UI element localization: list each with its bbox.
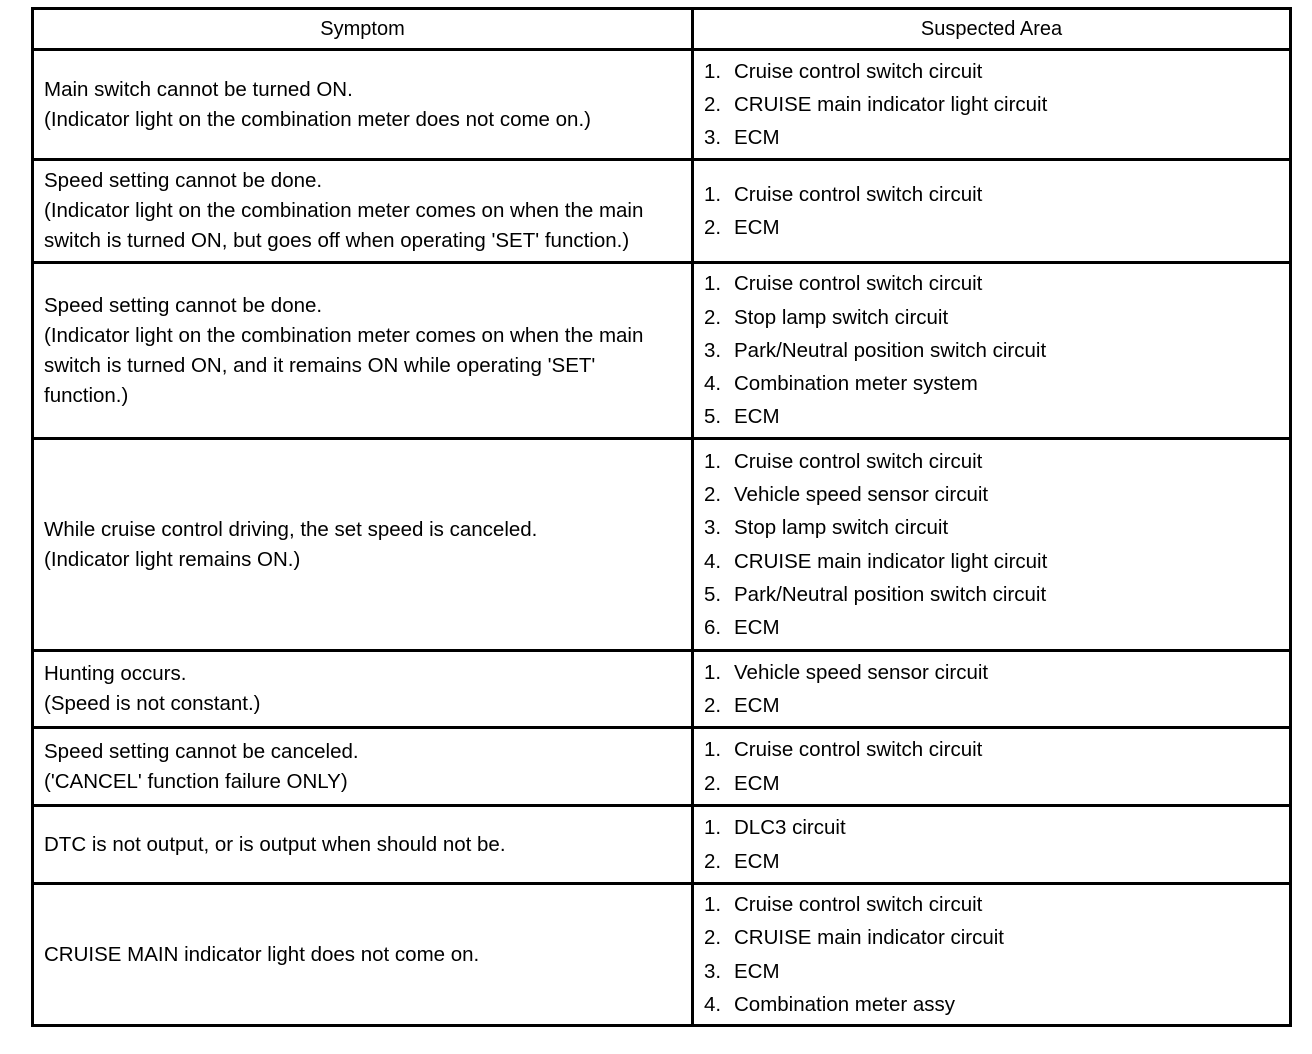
list-number: 2. — [704, 482, 722, 506]
suspected-area-text: ECM — [734, 694, 780, 717]
symptom-text: switch is turned ON, and it remains ON while operating 'SET' — [44, 353, 596, 377]
suspected-area-text: ECM — [734, 126, 780, 150]
suspected-area-list — [704, 656, 1279, 723]
suspected-area-item — [704, 334, 1279, 367]
list-number: 4. — [704, 992, 722, 1016]
suspected-area-item — [704, 55, 1279, 88]
suspected-area-text: ECM — [734, 959, 780, 983]
suspected-area-item — [704, 611, 1279, 644]
symptom-text: (Indicator light on the combination meter does not come on.) — [44, 107, 591, 131]
suspected-area-text: ECM — [734, 771, 780, 795]
list-number: 3. — [704, 126, 722, 150]
suspected-area-cell — [693, 728, 1291, 806]
list-number: 3. — [704, 338, 722, 362]
list-number: 1. — [704, 449, 722, 473]
symptom-cell — [33, 439, 693, 651]
suspected-area-cell — [693, 884, 1291, 1026]
symptom-cell — [33, 884, 693, 1026]
suspected-area-list — [704, 811, 1279, 878]
symptom-text: switch is turned ON, but goes off when operating 'SET' function.) — [44, 229, 630, 252]
suspected-area-list — [704, 55, 1279, 155]
suspected-area-text: ECM — [734, 616, 780, 640]
suspected-area-text: CRUISE main indicator light circuit — [734, 92, 1048, 116]
table-body — [33, 50, 1291, 1026]
suspected-area-text: Stop lamp switch circuit — [734, 305, 949, 329]
suspected-area-text: ECM — [734, 405, 780, 429]
symptom-text: Hunting occurs. — [44, 662, 187, 685]
suspected-area-text: Cruise control switch circuit — [734, 738, 983, 762]
suspected-area-text: Combination meter system — [734, 372, 978, 396]
symptom-text: CRUISE MAIN indicator light does not come on. — [44, 942, 480, 966]
suspected-area-text: Vehicle speed sensor circuit — [734, 482, 989, 506]
symptom-text: Speed setting cannot be done. — [44, 169, 323, 192]
list-number: 5. — [704, 582, 722, 606]
symptom-cell — [33, 651, 693, 728]
list-number: 4. — [704, 372, 722, 396]
suspected-area-item — [704, 121, 1279, 154]
suspected-area-text: Cruise control switch circuit — [734, 182, 983, 206]
symptom-text: Speed setting cannot be done. — [44, 293, 323, 317]
symptom-text: ('CANCEL' function failure ONLY) — [44, 769, 348, 793]
list-number: 1. — [704, 738, 722, 762]
suspected-area-list — [704, 178, 1279, 245]
suspected-area-text: Cruise control switch circuit — [734, 892, 983, 916]
suspected-area-item — [704, 211, 1279, 244]
suspected-area-item — [704, 267, 1279, 300]
suspected-area-text: Vehicle speed sensor circuit — [734, 660, 989, 684]
suspected-area-item — [704, 811, 1279, 844]
suspected-area-cell — [693, 160, 1291, 263]
symptom-text: (Indicator light on the combination meter comes on when the main — [44, 199, 644, 222]
suspected-area-text: CRUISE main indicator light circuit — [734, 549, 1048, 573]
symptom-text: Speed setting cannot be canceled. — [44, 739, 359, 763]
list-number: 1. — [704, 272, 722, 296]
suspected-area-list — [704, 445, 1279, 645]
symptom-cell — [33, 263, 693, 439]
suspected-area-text: ECM — [734, 849, 780, 873]
suspected-area-text: Combination meter assy — [734, 992, 956, 1016]
suspected-area-text: Park/Neutral position switch circuit — [734, 338, 1047, 362]
symptom-text: While cruise control driving, the set speed is canceled. — [44, 517, 538, 541]
symptom-column-header: Symptom — [33, 9, 693, 50]
table-row — [33, 728, 1291, 806]
suspected-area-list — [704, 888, 1279, 1021]
suspected-area-text: Cruise control switch circuit — [734, 449, 983, 473]
list-number: 1. — [704, 59, 722, 83]
list-number: 3. — [704, 516, 722, 540]
list-number: 2. — [704, 305, 722, 329]
table-row — [33, 263, 1291, 439]
suspected-area-item — [704, 511, 1279, 544]
suspected-area-text: Cruise control switch circuit — [734, 272, 983, 296]
list-number: 1. — [704, 660, 722, 684]
list-number: 2. — [704, 216, 722, 239]
suspected-area-item — [704, 955, 1279, 988]
suspected-area-item — [704, 301, 1279, 334]
suspected-area-text: DLC3 circuit — [734, 816, 846, 840]
suspected-area-cell — [693, 439, 1291, 651]
suspected-area-text: Cruise control switch circuit — [734, 59, 983, 83]
list-number: 5. — [704, 405, 722, 429]
symptom-text: DTC is not output, or is output when should not be. — [44, 832, 506, 856]
suspected-area-text: Park/Neutral position switch circuit — [734, 582, 1047, 606]
table-row — [33, 806, 1291, 884]
suspected-area-item — [704, 445, 1279, 478]
list-number: 2. — [704, 694, 722, 717]
list-number: 6. — [704, 616, 722, 640]
suspected-area-cell — [693, 263, 1291, 439]
suspected-area-item — [704, 733, 1279, 766]
header-row — [33, 9, 1291, 50]
symptom-text: Main switch cannot be turned ON. — [44, 77, 353, 101]
suspected-area-list — [704, 267, 1279, 433]
suspected-area-cell — [693, 651, 1291, 728]
troubleshooting-table — [31, 7, 1292, 1027]
symptom-cell — [33, 50, 693, 160]
symptom-cell — [33, 160, 693, 263]
suspected-area-item — [704, 845, 1279, 878]
list-number: 2. — [704, 771, 722, 795]
suspected-area-text: CRUISE main indicator circuit — [734, 926, 1004, 950]
table-row — [33, 651, 1291, 728]
suspected-area-item — [704, 478, 1279, 511]
table-row — [33, 439, 1291, 651]
suspected-area-cell — [693, 806, 1291, 884]
list-number: 4. — [704, 549, 722, 573]
list-number: 1. — [704, 816, 722, 840]
symptom-text: (Speed is not constant.) — [44, 692, 261, 715]
symptom-text: (Indicator light on the combination meter comes on when the main — [44, 323, 644, 347]
symptom-cell — [33, 806, 693, 884]
suspected-area-text: ECM — [734, 216, 780, 239]
suspected-area-item — [704, 545, 1279, 578]
list-number: 1. — [704, 182, 722, 206]
suspected-area-item — [704, 689, 1279, 722]
suspected-area-cell — [693, 50, 1291, 160]
suspected-area-item — [704, 921, 1279, 954]
list-number: 2. — [704, 92, 722, 116]
symptom-cell — [33, 728, 693, 806]
table-row — [33, 884, 1291, 1026]
symptom-text: (Indicator light remains ON.) — [44, 547, 301, 571]
list-number: 1. — [704, 892, 722, 916]
suspected-area-item — [704, 888, 1279, 921]
symptom-text: function.) — [44, 383, 129, 407]
list-number: 2. — [704, 849, 722, 873]
suspected-area-item — [704, 178, 1279, 211]
suspected-area-item — [704, 578, 1279, 611]
suspected-area-list — [704, 733, 1279, 800]
list-number: 3. — [704, 959, 722, 983]
suspected-area-item — [704, 367, 1279, 400]
table-row — [33, 50, 1291, 160]
suspected-area-item — [704, 656, 1279, 689]
suspected-area-item — [704, 88, 1279, 121]
table-row — [33, 160, 1291, 263]
list-number: 2. — [704, 926, 722, 950]
suspected-area-text: Stop lamp switch circuit — [734, 516, 949, 540]
suspected-area-column-header: Suspected Area — [693, 9, 1291, 50]
suspected-area-item — [704, 767, 1279, 800]
suspected-area-item — [704, 400, 1279, 433]
suspected-area-item — [704, 988, 1279, 1021]
